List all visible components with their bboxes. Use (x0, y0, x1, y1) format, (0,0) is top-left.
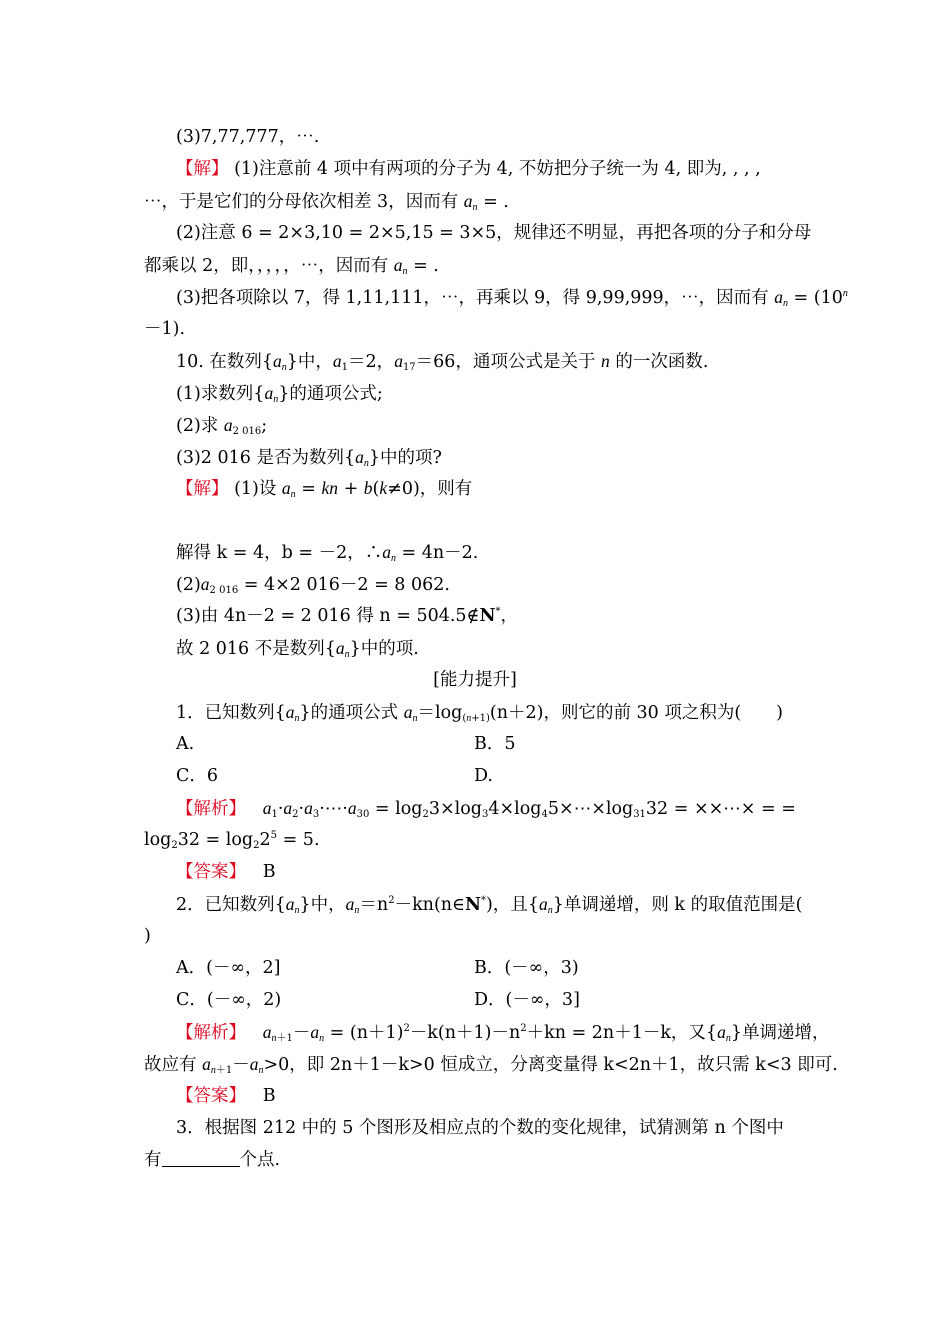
q10-stem: 10. 在数列$\{a_n\}$中，$a_1=2$，$a_{17}=66$，通项公式是关于 n 的一次函数. (176, 351, 709, 373)
q10-part1: (1)求数列$\{a_n\}$的通项公式; (176, 383, 383, 405)
q10-part3: (3)2 016 是否为数列$\{a_n\}$中的项? (176, 447, 442, 469)
p1-option-c: C．6 (176, 766, 219, 786)
q9-solution-line2: ⋯，于是它们的分母依次相差 3，因而有 $a_n$ = . (144, 191, 509, 213)
q9-solution-line6: －1). (144, 319, 186, 339)
answer-tag: 【解】 (176, 479, 229, 499)
p2-answer: 【答案】 B (176, 1086, 276, 1106)
p1-option-a: A. (176, 734, 195, 754)
answer-tag: 【解】 (176, 159, 229, 179)
q10-solution-line1: 【解】 (1)设 $a_n$ = kn + b(k≠0)，则有 (176, 478, 473, 500)
answer-blank[interactable] (162, 1150, 240, 1167)
p2-analysis-line2: 故应有 $a_{n+1}-a_n>0$，即 2n＋1－k>0 恒成立，分离变量得 k<2n＋1，故只需 k<3 即可. (144, 1054, 838, 1076)
p1-option-b: B．5 (474, 734, 516, 754)
p3-stem: 3．根据图 212 中的 5 个图形及相应点的个数的变化规律，试猜测第 n 个图中 (176, 1118, 784, 1138)
q10-part2: (2)求 $a_{2 016}$; (176, 415, 268, 437)
p2-option-a: A．(－∞，2] (176, 958, 281, 978)
analysis-tag: 【解析】 (176, 799, 246, 819)
p2-options-row1 (176, 957, 876, 979)
p2-stem: 2．已知数列$\{a_n\}$中，$a_n=n^2-kn(n\in N^*)$，且$\{a_n\}$单调递增，则 k 的取值范围是( (176, 894, 803, 916)
p1-answer: 【答案】 B (176, 862, 276, 882)
analysis-tag: 【解析】 (176, 1023, 246, 1043)
p1-analysis-line2: $\log_232 = \log_22^5 = 5$. (144, 830, 320, 851)
q9-part3: (3)7,77,777，⋯. (176, 127, 320, 147)
p2-option-b: B．(－∞，3) (474, 958, 579, 978)
q10-solution-line3: $(2)a_{2 016} = 4\times 2$ 016－2 = 8 062. (176, 574, 450, 596)
q10-solution-line4: (3)由 4n－2 = 2 016 得 n = 504.5∉N*， (176, 606, 519, 626)
p3-stem-cont: 有 个点. (144, 1150, 281, 1170)
p1-analysis-line1: 【解析】 $a_1\cdot a_2\cdot a_3\cdot\cdots\cdot a_{30}$ = $\log_23\times\log_34\times\log_45\times\cdots\times\log_{31}32$ = ××⋯× = = (176, 798, 796, 820)
answer-tag: 【答案】 (176, 1086, 246, 1106)
section-title: [能力提升] (433, 670, 517, 690)
q9-solution-line4: 都乘以 2，即，，，，，⋯，因而有 $a_n$ = . (144, 255, 439, 277)
p1-option-d: D. (474, 766, 493, 786)
p1-stem: 1．已知数列$\{a_n\}$的通项公式 $a_n=\log_{(n+1)}(n+2)$，则它的前 30 项之积为( ) (176, 702, 783, 724)
p2-option-c: C．(－∞，2) (176, 990, 282, 1010)
p1-options-row1 (176, 733, 876, 755)
q10-solution-line2: 解得 k = 4，b = －2，$\therefore a_n = 4n-2$. (176, 542, 479, 564)
p2-options-row2 (176, 989, 876, 1011)
answer-tag: 【答案】 (176, 862, 246, 882)
p2-option-d: D．(－∞，3] (474, 990, 580, 1010)
q10-solution-line5: 故 2 016 不是数列$\{a_n\}$中的项. (176, 638, 419, 660)
q9-solution-line3: (2)注意 6 = 2×3,10 = 2×5,15 = 3×5，规律还不明显，再把各项的分子和分母 (176, 223, 812, 243)
q9-solution-line5: (3)把各项除以 7，得 1,11,111，⋯，再乘以 9，得 9,99,999，⋯，因而有 $a_n = (10^n$ (176, 287, 848, 309)
p2-stem-cont: ) (144, 926, 151, 946)
p2-analysis-line1: 【解析】 $a_{n+1}-a_n = (n+1)^2-k(n+1)-n^2+kn = 2n+1-k$，又$\{a_n\}$单调递增， (176, 1022, 830, 1044)
p1-options-row2 (176, 765, 876, 787)
q9-solution-line1: 【解】 (1)注意前 4 项中有两项的分子为 4, 不妨把分子统一为 4, 即为, , , , (176, 159, 761, 179)
